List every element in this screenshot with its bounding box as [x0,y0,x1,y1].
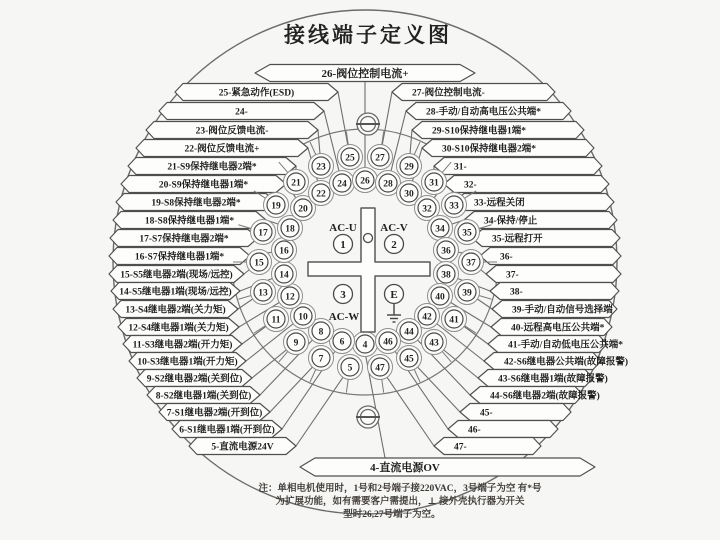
terminal-number: 44 [404,327,414,338]
banner-label: 9-S2继电器2端(关到位) [146,374,243,385]
terminal-e-number: E [390,289,398,301]
leader-line [296,367,350,446]
terminal-number: 29 [404,162,414,173]
terminal-number: 6 [339,337,345,348]
banner-label: 13-S4继电器2端(关力矩) [125,305,226,316]
banner-label: 40-远程高电压公共端* [511,323,605,334]
ring-terminal-14 [272,262,297,287]
terminal-number: 34 [435,224,445,235]
banner-shape [448,421,558,438]
banner-label: 12-S4继电器1端(关力矩) [128,323,229,334]
label-banner-45 [460,404,571,421]
label-banner-11 [123,336,242,353]
terminal-number: 10 [298,312,308,323]
banner-label: 21-S9保持继电器2端* [167,162,257,173]
label-banner-33 [454,194,614,211]
label-banner-46 [448,421,558,438]
terminal-number: 14 [279,270,289,281]
ring-terminal-38 [434,262,459,287]
ring-terminal-11 [254,307,289,334]
label-banner-16 [109,248,250,265]
terminal-spoke [310,142,316,156]
label-banner-7 [159,404,270,421]
banner-label: 17-S7保持继电器2端* [139,234,229,245]
label-banner-top [255,65,475,82]
terminal-3-number: 3 [340,289,346,301]
top-screw-icon [356,113,380,135]
terminal-number: 31 [429,178,439,189]
terminal-number: 27 [375,153,385,164]
ring-terminal-43 [422,330,452,362]
banner-label: 41-手动/自动低电压公共端* [508,340,624,351]
label-banner-17 [110,230,258,247]
banner-label: 19-S8保持继电器2端* [151,198,241,209]
terminal-number: 36 [441,246,451,257]
ground-icon [387,304,401,322]
terminal-number: 30 [404,189,414,200]
terminal-number: 18 [285,224,295,235]
banner-label: 38- [510,287,523,298]
label-banner-23 [146,122,318,139]
label-banner-30 [422,140,594,157]
label-banner-41 [488,336,623,353]
terminal-number: 24 [337,179,347,190]
label-banner-24 [159,103,324,120]
page-title: 接线端子定义图 [284,23,452,47]
banner-label: 45- [480,408,493,419]
ring-terminal-24 [330,171,355,196]
terminal-spoke [414,142,420,156]
ring-terminal-34 [428,216,453,241]
label-banner-40 [491,319,612,336]
banner-label: 32- [464,180,477,191]
banner-label: 16-S7保持继电器1端* [134,252,225,263]
terminal-number: 33 [449,201,459,212]
banner-label: 4-直流电源OV [370,462,440,474]
banner-label: 28-手动/自动高电压公共端* [426,107,542,118]
label-banner-35 [472,230,620,247]
banner-label: 7-S1继电器2端(开到位) [166,408,263,419]
label-banner-6 [172,421,282,438]
terminal-number: 4 [362,340,368,351]
center-socket [308,208,430,332]
terminal-spoke [254,325,267,333]
phase-w-label: AC-W [328,311,360,323]
terminal-number: 20 [298,204,308,215]
label-banner-39 [492,301,617,318]
ring-terminal-25 [338,131,363,169]
banner-label: 24- [235,107,248,118]
terminal-number: 45 [404,354,414,365]
terminal-number: 21 [291,178,301,189]
terminal-number: 35 [462,228,472,239]
footnote-line2: 为扩展功能，如有需要客户需提出，⊥ 接外壳执行器为开关 [275,497,525,507]
label-banner-37 [486,266,621,283]
label-banner-43 [478,370,608,387]
ring-terminal-13 [238,280,275,305]
label-banner-12 [118,319,239,336]
label-banner-22 [136,140,308,157]
terminal-number: 19 [271,201,281,212]
terminal-number: 37 [466,258,476,269]
banner-label: 26-阀位控制电流+ [321,68,409,80]
terminal-number: 47 [375,363,385,374]
banner-label: 6-S1继电器1端(开到位) [179,425,275,436]
label-banner-32 [444,176,609,193]
label-banner-19 [116,194,276,211]
label-banner-36 [480,248,621,265]
terminal-spoke [346,378,348,393]
banner-label: 46- [468,425,481,436]
banner-label: 22-阀位反馈电流+ [184,144,260,155]
banner-label: 31- [454,162,467,173]
terminal-number: 26 [360,176,370,187]
banner-label: 5-直流电源24V [211,442,274,453]
ring-terminal-46 [376,329,401,354]
terminal-number: 23 [316,162,326,173]
phase-u-label: AC-U [329,222,357,234]
label-banner-8 [147,387,260,404]
banner-label: 35-远程打开 [492,234,543,245]
terminal-number: 38 [441,270,451,281]
ring-terminal-26 [353,168,378,193]
footnote-line1: 注：单相电机使用时，1号和2号端子接220VAC，3号端子为空 有*号 [258,484,542,494]
ring-terminal-7 [309,346,334,382]
label-banner-5 [189,438,296,455]
banner-label: 29-S10保持继电器1端* [432,126,526,137]
terminal-number: 8 [318,327,324,338]
banner-label: 14-S5继电器1端(现场/远控) [119,287,232,298]
terminal-1-number: 1 [340,239,346,251]
ring-terminal-36 [434,238,459,263]
banner-label: 34-保持/停止 [484,216,538,227]
label-banner-31 [434,158,602,175]
banner-label: 47- [454,442,467,453]
banner-shape [460,404,571,421]
banner-label: 8-S2继电器1端(关到位) [155,391,252,402]
terminal-number: 9 [293,338,299,349]
terminal-number: 39 [462,288,472,299]
ring-terminal-16 [272,238,297,263]
terminal-number: 46 [383,337,393,348]
leader-line [380,367,434,446]
banner-label: 37- [506,270,519,281]
banner-shape [300,458,595,476]
bottom-screw-icon [356,406,380,428]
terminal-number: 17 [258,228,268,239]
banner-label: 23-阀位反馈电流- [195,126,269,137]
banner-label: 33-远程关闭 [474,198,525,209]
terminal-number: 40 [435,292,445,303]
ring-terminal-4 [353,332,378,357]
label-banner-21 [128,158,296,175]
banner-shape [434,438,541,455]
terminal-number: 25 [345,153,355,164]
terminal-number: 41 [449,315,459,326]
banner-label: 36- [500,252,513,263]
label-banner-9 [137,370,252,387]
banner-label: 42-S6继电器公共端(故障报警) [504,357,629,368]
label-banner-20 [121,176,286,193]
banner-label: 15-S5继电器2端(现场/远控) [120,270,233,281]
label-banner-14 [111,283,240,300]
banner-label: 20-S9保持继电器1端* [158,180,249,191]
ring-terminal-27 [368,131,393,169]
terminal-number: 16 [279,246,289,257]
banner-label: 44-S6继电器2端(故障报警) [490,391,600,402]
label-banner-44 [470,387,600,404]
terminal-number: 12 [285,292,295,303]
terminal-number: 28 [383,179,393,190]
banner-label: 43-S6继电器1端(故障报警) [498,374,608,385]
terminal-number: 42 [422,312,432,323]
terminal-number: 7 [318,354,324,365]
label-banner-15 [109,266,244,283]
label-banner-bottom [300,458,595,476]
terminal-2-number: 2 [391,239,397,251]
ring-terminal-12 [278,284,303,309]
ring-terminal-29 [397,142,422,178]
cross-slot [308,208,430,332]
terminal-number: 13 [258,288,268,299]
banner-label: 10-S3继电器1端(开力矩) [137,357,238,368]
banner-label: 25-紧急动作(ESD) [218,88,295,99]
ring-terminal-45 [397,346,422,382]
terminal-number: 15 [254,258,264,269]
banner-label: 30-S10保持继电器2端* [442,144,536,155]
phase-v-label: AC-V [380,222,408,234]
label-banner-13 [113,301,238,318]
footnote [259,482,542,520]
label-banner-27 [392,84,555,101]
label-banner-47 [434,438,541,455]
ring-terminal-39 [455,280,492,305]
ring-terminal-9 [279,330,309,362]
label-banner-10 [129,353,246,370]
terminal-number: 5 [347,363,353,374]
ring-terminal-5 [338,355,363,393]
label-banner-42 [484,353,628,370]
ring-terminal-41 [442,307,477,334]
terminal-number: 11 [271,315,281,326]
ring-terminal-23 [309,142,334,178]
label-banner-38 [490,283,619,300]
cross-hole [364,234,373,243]
banner-label: 27-阀位控制电流- [412,88,485,99]
terminal-number: 43 [429,338,439,349]
banner-label: 39-手动/自动信号选择端 [512,305,613,316]
label-banner-28 [406,103,571,120]
terminal-spoke [382,378,384,393]
terminal-spoke [464,325,477,333]
label-banner-29 [412,122,584,139]
banner-label: 11-S3继电器2端(开力矩) [132,340,233,351]
label-banner-25 [175,84,338,101]
terminal-number: 32 [422,204,432,215]
banner-label: 18-S8保持继电器1端* [144,216,235,227]
footnote-line3: 型时26,27号端子为空。 [343,510,441,520]
terminal-number: 22 [316,189,326,200]
